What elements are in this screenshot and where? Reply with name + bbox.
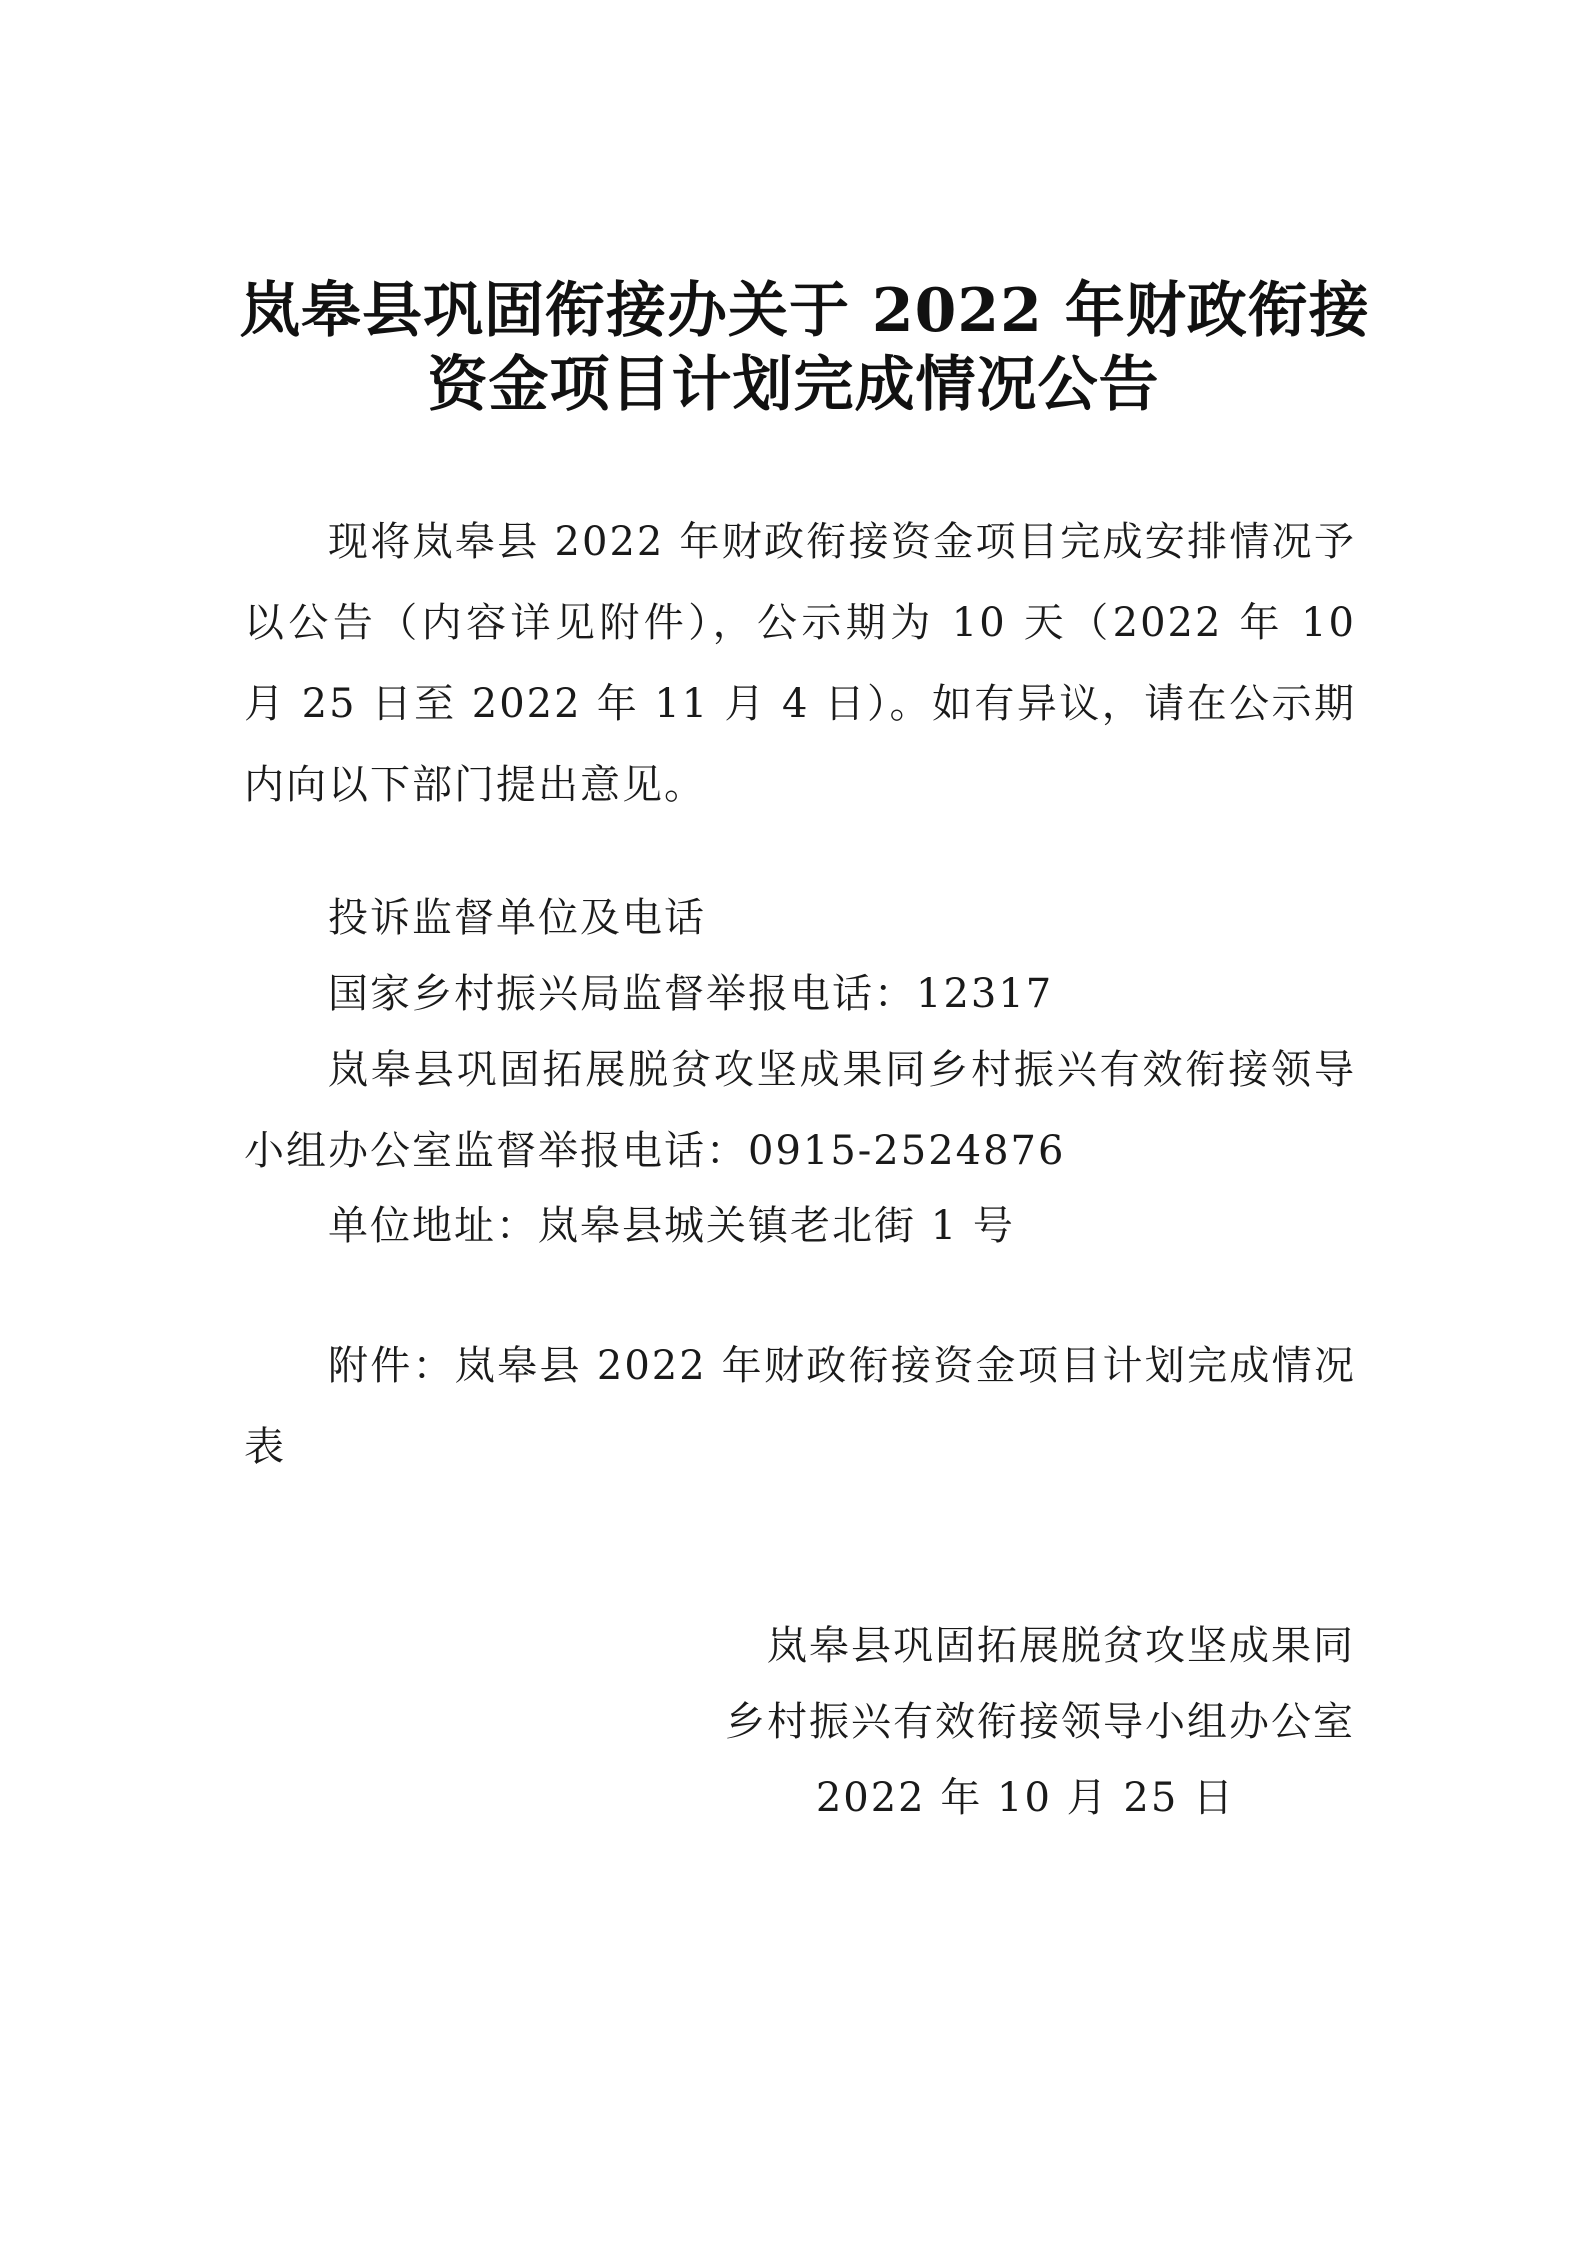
signature-date: 2022 年 10 月 25 日: [815, 1775, 1235, 1821]
contact-national-hotline: 国家乡村振兴局监督举报电话：12317: [328, 971, 1054, 1017]
signature-line-2: 乡村振兴有效衔接领导小组办公室: [725, 1699, 1355, 1745]
document-title-line-2: 资金项目计划完成情况公告: [427, 350, 1160, 420]
contact-county-hotline: 岚皋县巩固拓展脱贫攻坚成果同乡村振兴有效衔接领导小组办公室监督举报电话：0915-2524876: [244, 1047, 1356, 1174]
contact-heading: 投诉监督单位及电话: [328, 895, 706, 941]
attachment-note: 附件：岚皋县 2022 年财政衔接资金项目计划完成情况表: [244, 1343, 1356, 1470]
announcement-paragraph: 现将岚皋县 2022 年财政衔接资金项目完成安排情况予以公告（内容详见附件），公示期为 10 天（2022 年 10 月 25 日至 2022 年 11 月 4 日）。如有异议，请在公示期内向以下部门提出意见。: [244, 519, 1356, 808]
office-address: 单位地址：岚皋县城关镇老北街 1 号: [328, 1203, 1015, 1249]
signature-line-1: 岚皋县巩固拓展脱贫攻坚成果同: [767, 1623, 1355, 1669]
document-title-line-1: 岚皋县巩固衔接办关于 2022 年财政衔接: [240, 276, 1370, 346]
